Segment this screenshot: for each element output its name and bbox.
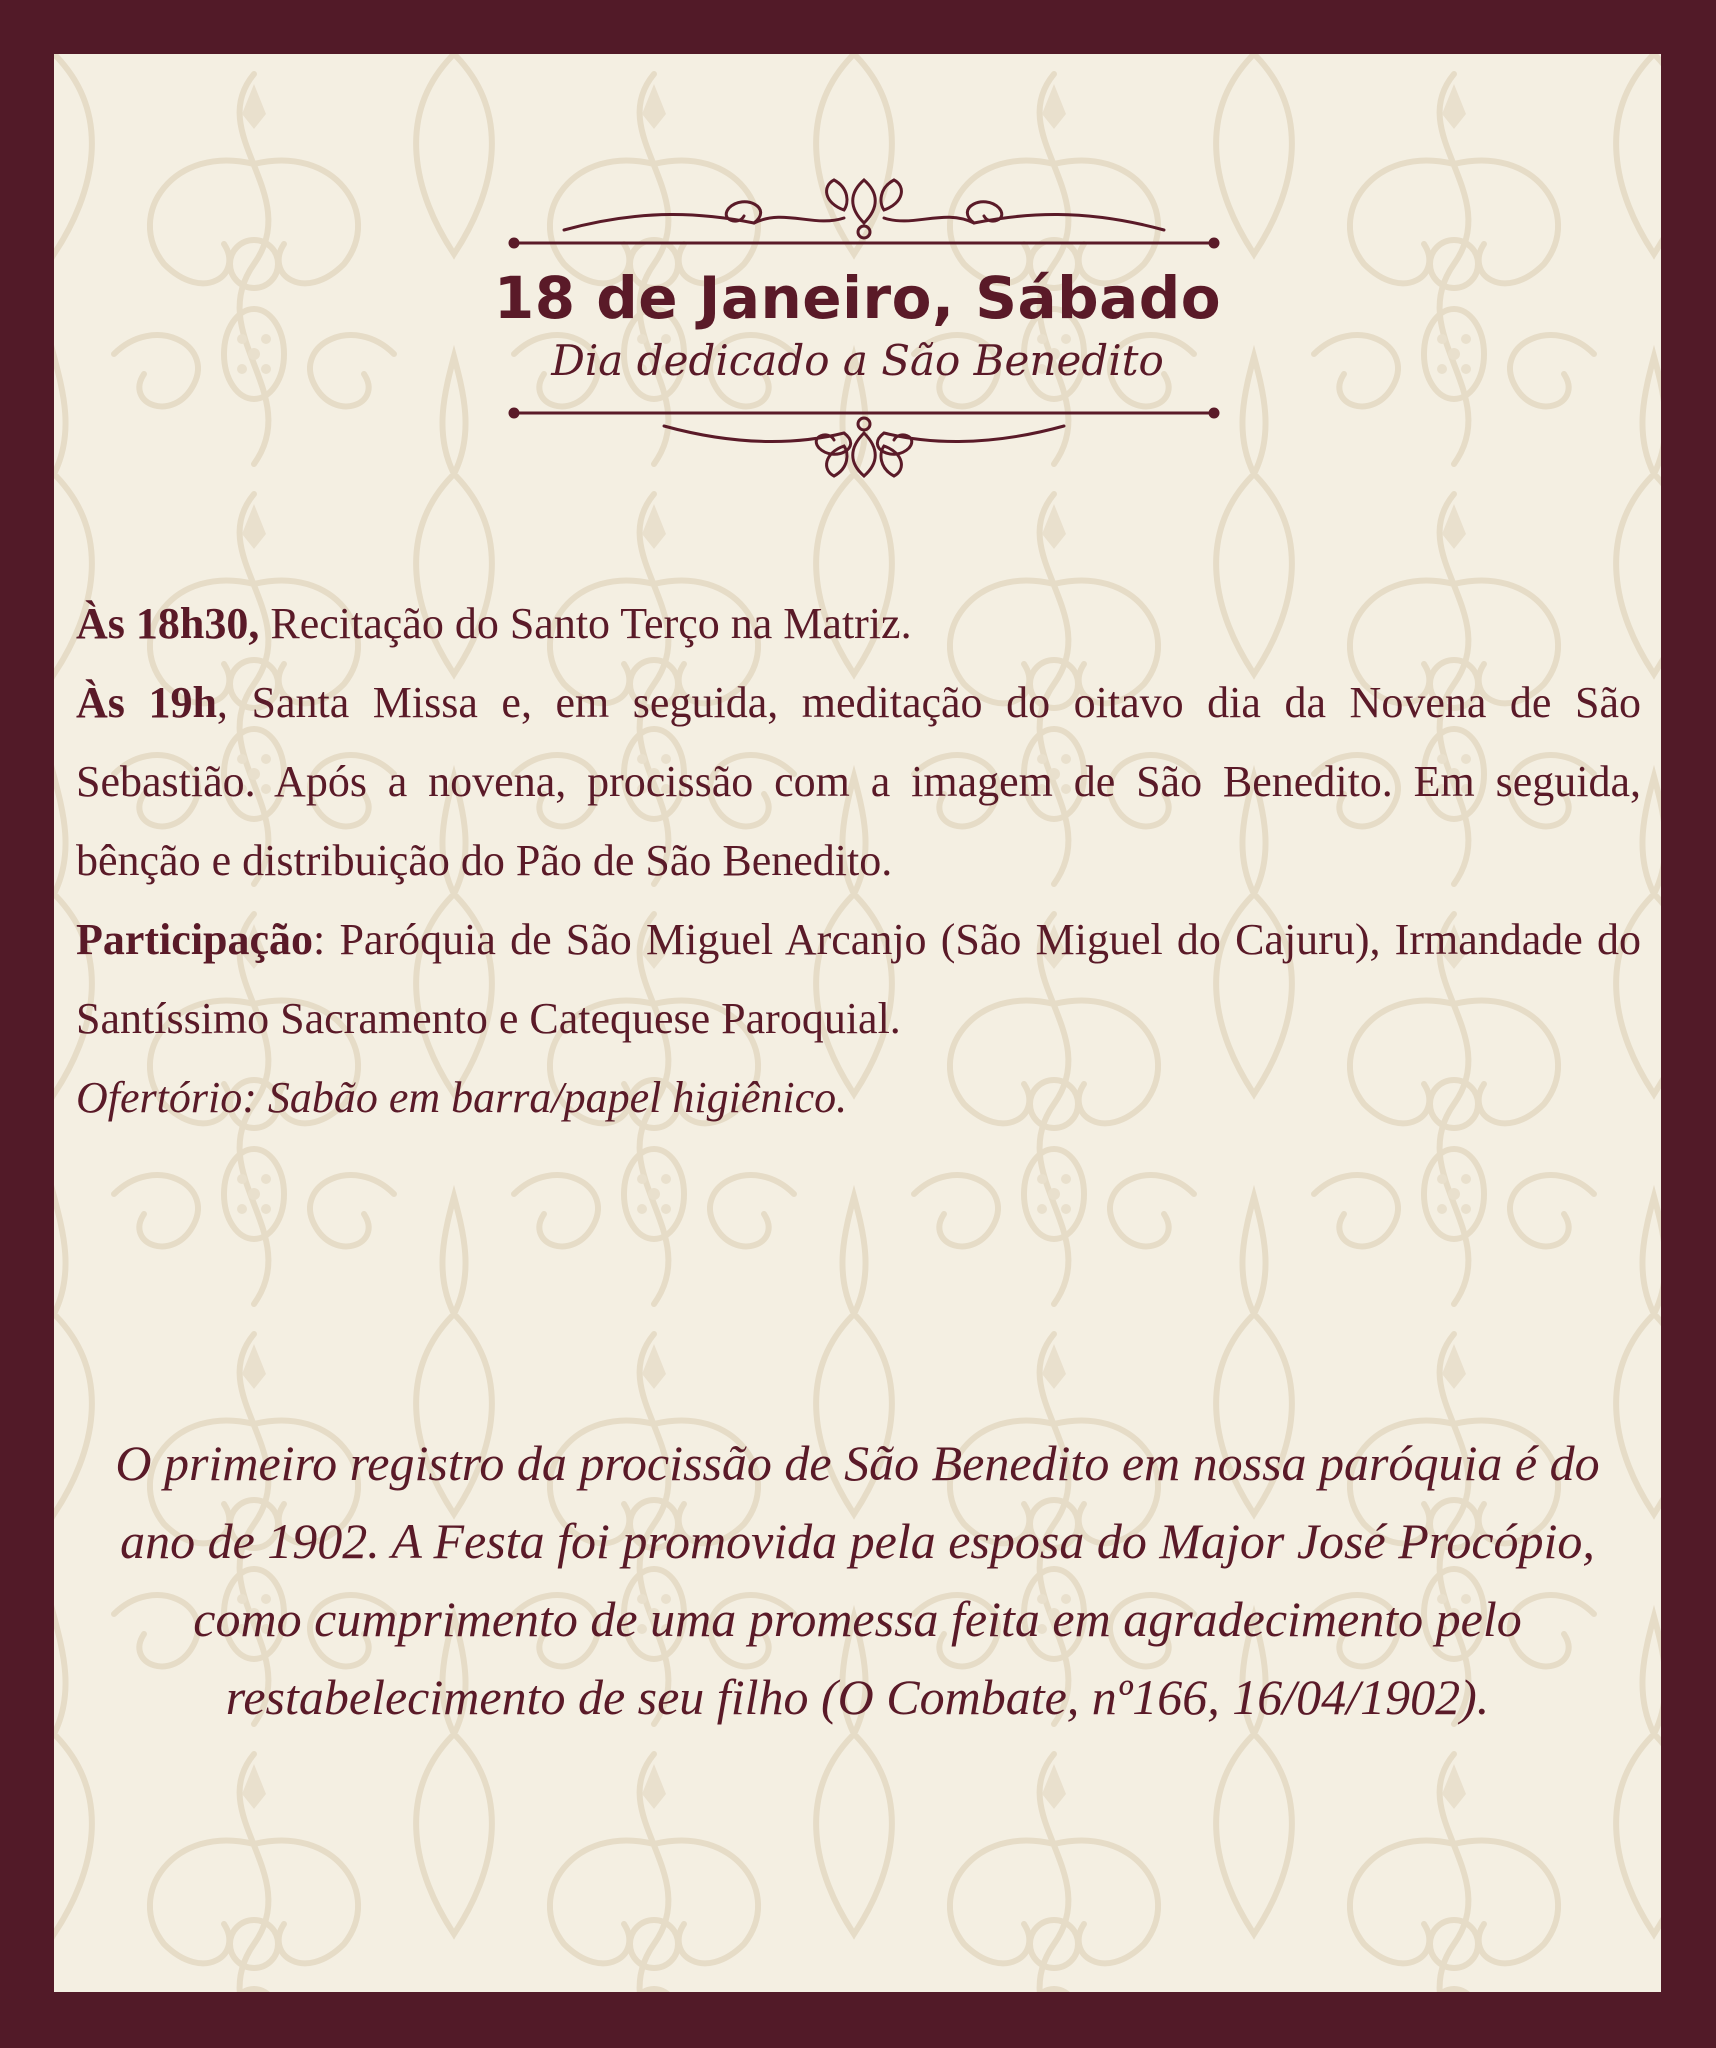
schedule-participation xyxy=(76,900,1641,1058)
schedule-rosary xyxy=(76,584,1641,663)
history-note: O primeiro registro da procissão de São Benedito em nossa paróquia é do ano de 1902. A Festa foi promovida pela esposa do Major José Procópio, como cumprimento de uma promessa feita em agradecimento pelo restabelecimento de seu filho (O Combate, nº166, 16/04/1902). xyxy=(115,1435,1600,1725)
participation-description: : Paróquia de São Miguel Arcanjo (São Miguel do Cajuru), Irmandade do Santíssimo Sacramento e Catequese Paroquial. xyxy=(76,915,1641,1043)
page-subtitle: Dia dedicado a São Benedito xyxy=(551,336,1164,385)
offertory-line: Ofertório: Sabão em barra/papel higiênico. xyxy=(76,1073,848,1122)
mass-description: , Santa Missa e, em seguida, meditação do oitavo dia da Novena de São Sebastião. Após a novena, procissão com a imagem de São Benedito. Em seguida, bênção e distribuição do Pão de São Benedito. xyxy=(76,678,1641,885)
top-ornament-divider xyxy=(504,168,1224,258)
flyer-card xyxy=(54,54,1661,1992)
rosary-description: Recitação do Santo Terço na Matriz. xyxy=(259,599,912,648)
rosary-time: Às 18h30, xyxy=(76,599,260,648)
participation-label: Participação xyxy=(76,915,314,964)
bottom-ornament-divider xyxy=(504,398,1224,488)
schedule-mass xyxy=(76,663,1641,900)
program-schedule xyxy=(76,584,1641,1137)
mass-time: Às 19h xyxy=(76,678,217,727)
page-title: 18 de Janeiro, Sábado xyxy=(493,264,1222,332)
